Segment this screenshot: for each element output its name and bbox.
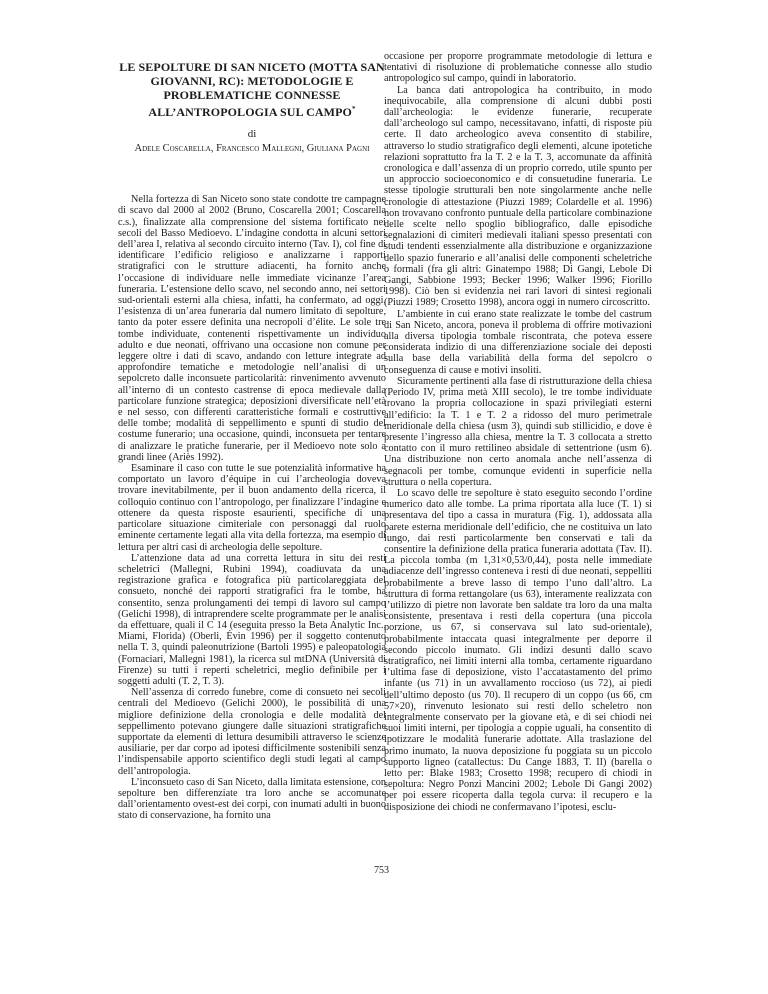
byline: di (247, 128, 257, 140)
page-number: 753 (374, 865, 389, 876)
article-title-text: LE SEPOLTURE DI SAN NICETO (MOTTA SAN GIOVANNI, RC): METODOLOGIE E PROBLEMATICHE CONNESSE ALL’ANTROPOLOGIA SUL CAMPO (119, 60, 385, 119)
body-paragraph: L’inconsueto caso di San Niceto, dalla limitata estensione, con sepolture ben differenziate tra loro anche se accomunate dall’orientamento ovest-est dei corpi, con inumati adulti in buono stato di conservazione, ha fornito una (118, 776, 386, 822)
body-paragraph: La banca dati antropologica ha contribuito, in modo inequivocabile, alla comprensione di alcuni dubbi posti dall’archeologia: le evidenze funerarie, recuperate dall’archeologo sul campo, necessitavano, infatti, di risposte più certe. Il dato archeologico aveva consentito di stabilire, attraverso lo studio stratigrafico degli elementi, alcune ipotetiche relazioni soprattutto fra la T. 2 e la T. 3, accomunate da affinità cronologica e dall’assenza di un proprio corredo, utile spunto per un approccio socioeconomico e di consuetudine funeraria. Le stesse tipologie strutturali ben note singolarmente anche nelle cronologie di attestazione (Piuzzi 1989; Colardelle et al. 1996) non trovavano confronto puntuale della particolare combinazione delle scelte nello spoglio bibliografico, dalle episodiche segnalazioni di cimiteri medievali italiani spesso presentati con studi tendenti essenzialmente alla distribuzione e organizzazione dello spazio funerario e all’analisi delle componenti scheletriche o formali (fra gli altri: Ginatempo 1988; Di Gangi, Lebole Di Gangi, Sabbione 1993; Becker 1996; Walker 1996; Fiorillo 1998). Ciò ben si evidenzia nei rari lavori di sintesi regionali (Piuzzi 1989; Crosetto 1998), ancora oggi in numero circoscritto. (384, 84, 652, 309)
body-paragraph: Esaminare il caso con tutte le sue potenzialità informative ha comportato un lavoro d’équipe in cui l’archeologia doveva trovare inevitabilmente, per il buon andamento della ricerca, il colloquio continuo con l’antropologo, per finalizzare l’indagine e ottenere da questa risposte esaurienti, specifiche di una particolare situazione cimiteriale con personaggi dal ruolo eminente certamente legati alla vita della fortezza, ma esempio di lettura per altri casi di archeologia delle sepolture. (118, 463, 386, 553)
title-footnote-mark: * (351, 105, 356, 113)
body-paragraph: Nella fortezza di San Niceto sono state condotte tre campagne di scavo dal 2000 al 2002 (Bruno, Coscarella 2001; Coscarella c.s.), finalizzate alla comprensione del sistema fortificato nei secoli del Basso Medioevo. L’indagine condotta in alcuni settori dell’area I, relativa al secondo circuito interno (Tav. I), col fine di identificare l’edificio religioso e analizzarne i rapporti stratigrafici con le strutture adiacenti, ha fornito anche l’occasione di individuare nelle immediate vicinanze l’area funeraria. L’estensione dello scavo, nel secondo anno, nei settori sud-orientali esterni alla chiesa, infatti, ha confermato, ad oggi, l’esistenza di un’area funeraria dal numero limitato di sepolture, tanto da poter essere definita una necropoli d’élite. Le sole tre tombe individuate, contenenti rispettivamente un individuo adulto e due neonati, offrivano una occasione non comune per leggere oltre i dati di scavo, andando con letture integrate ad approfondire tematiche e metodologie nell’analisi di un sepolcreto dalle inconsuete particolarità: rinvenimento avvenuto all’interno di un contesto castrense di epoca medievale dalla particolare funzione strategica; deposizioni diversificate nell’età e nel sesso, con differenti caratteristiche formali e costruttive delle tombe; modalità di seppellimento e spunti di studio del costume funerario; una occasione, quindi, inconsueta per tentare di analizzare le pratiche funerarie, per il Medioevo note solo a grandi linee (Ariès 1992). (118, 194, 386, 463)
right-column (384, 51, 652, 813)
article-title (118, 60, 386, 119)
left-column (118, 0, 386, 822)
title-block (118, 60, 386, 155)
left-body (118, 194, 386, 821)
body-paragraph: occasione per proporre programmate metodologie di lettura e tentativi di risoluzione di problematiche connesse allo studio antropologico sul campo, quindi in laboratorio. (384, 51, 652, 85)
body-paragraph: Sicuramente pertinenti alla fase di ristrutturazione della chiesa (Periodo IV, prima metà XIII secolo), le tre tombe individuate trovano la propria collocazione in spazi privilegiati esterni all’edificio: la T. 1 e T. 2 a ridosso del muro perimetrale meridionale della chiesa (usm 3), quindi sub stillicidio, e dove è presente l’ingresso alla chiesa, mentre la T. 3 collocata a stretto contatto con il muro rettilineo absidale di settentrione (usm 6). Una distribuzione non certo anomala anche nell’assenza di segnacoli per tombe, comunque evidenti in superficie nella struttura o nella copertura. (384, 375, 652, 488)
body-paragraph: Nell’assenza di corredo funebre, come di consueto nei secoli centrali del Medioevo (Gelichi 2000), le possibilità di una migliore definizione della cronologia e delle modalità del seppellimento potevano giungere dalle situazioni stratigrafiche supportate da elementi di lettura desumibili attraverso le scienze ausiliarie, per dar corpo ad ipotesi difficilmente sostenibili senza l’indispensabile apporto scientifico degli studi legati al campo dell’antropologia. (118, 687, 386, 777)
body-paragraph: Lo scavo delle tre sepolture è stato eseguito secondo l’ordine numerico dato alle tombe. La prima riportata alla luce (T. 1) si presentava del tipo a cassa in muratura (Fig. 1), addossata alla parete esterna meridionale dell’edificio, che ne costituiva un lato lungo, dai resti particolarmente ben conservati e tali da consentire la definizione della pratica funeraria adottata (Tav. II). La piccola tomba (m 1,31×0,53/0,44), posta nelle immediate adiacenze dell’ingresso conteneva i resti di due neonati, seppelliti probabilmente a breve lasso di tempo l’uno dall’altro. La struttura di forma rettangolare (us 63), interamente realizzata con l’utilizzo di pietre non lavorate ben saldate tra loro da una malta consistente, presentava i resti della copertura (una piccola porzione, us 67, si conservava sul lato sud-orientale), probabilmente intaccata quasi integralmente per deporre il secondo piccolo inumato. Gli indizi desunti dallo scavo stratigrafico, nei limiti interni alla tomba, certamente riguardano l’ultima fase di deposizione, visto l’accatastamento del primo infante (us 71) in un avvallamento roccioso (us 72), ai piedi dell’ultimo deposto (us 70). Il recupero di un coppo (us 66, cm 57×20), rinvenuto lesionato sui resti dello scheletro non integralmente conservato per la giovane età, e di sei chiodi nei suoi limiti interni, per tipologia a coppie uguali, ha consentito di ipotizzare le modalità funerarie adottate. Alla traslazione del primo inumato, la nuova deposizione fu poggiata su un piccolo supporto ligneo (catallectus: Du Cange 1883, T. II) (barella o letto per: Blake 1983; Crosetto 1998; recupero di chiodi in sepoltura: Negro Ponzi Mancini 2002; Lebole Di Gangi 2002) per poi essere ricoperta dalla tegola curva: il recupero e la disposizione dei chiodi ne confermavano l’ipotesi, esclu- (384, 487, 652, 813)
body-paragraph: L’attenzione data ad una corretta lettura in situ dei resti scheletrici (Mallegni, Rubini 1994), coadiuvata da una registrazione grafica e fotografica più particolareggiata del consueto, nonché dei rapporti stratigrafici fra le tombe, ha consentito, senza prolungamenti dei tempi di lavoro sul campo (Gelichi 1998), di intraprendere scelte programmate per le analisi da effettuare, quali il C 14 (eseguita presso la Beta Analytic Inc., Miami, Florida) (Oberli, Évin 1996) per il soggetto contenuto nella T. 3, quindi paleonutrizione (Bartoli 1995) e paleopatologia (Fornaciari, Mallegni 1981), la ricerca sul mtDNA (Università di Firenze) su tutti i reperti scheletrici, meglio definibile per i soggetti adulti (T. 2, T. 3). (118, 552, 386, 687)
authors: Adele Coscarella, Francesco Mallegni, Giuliana Pagni (134, 143, 370, 155)
body-paragraph: L’ambiente in cui erano state realizzate le tombe del castrum di San Niceto, ancora, poneva il problema di offrire motivazioni alla diversa tipologia tombale riscontrata, che poteva essere considerata indizio di una differenziazione sociale dei deposti sulla base della variabilità della forma del sepolcro o conseguenza di cause e motivi insoliti. (384, 308, 652, 376)
